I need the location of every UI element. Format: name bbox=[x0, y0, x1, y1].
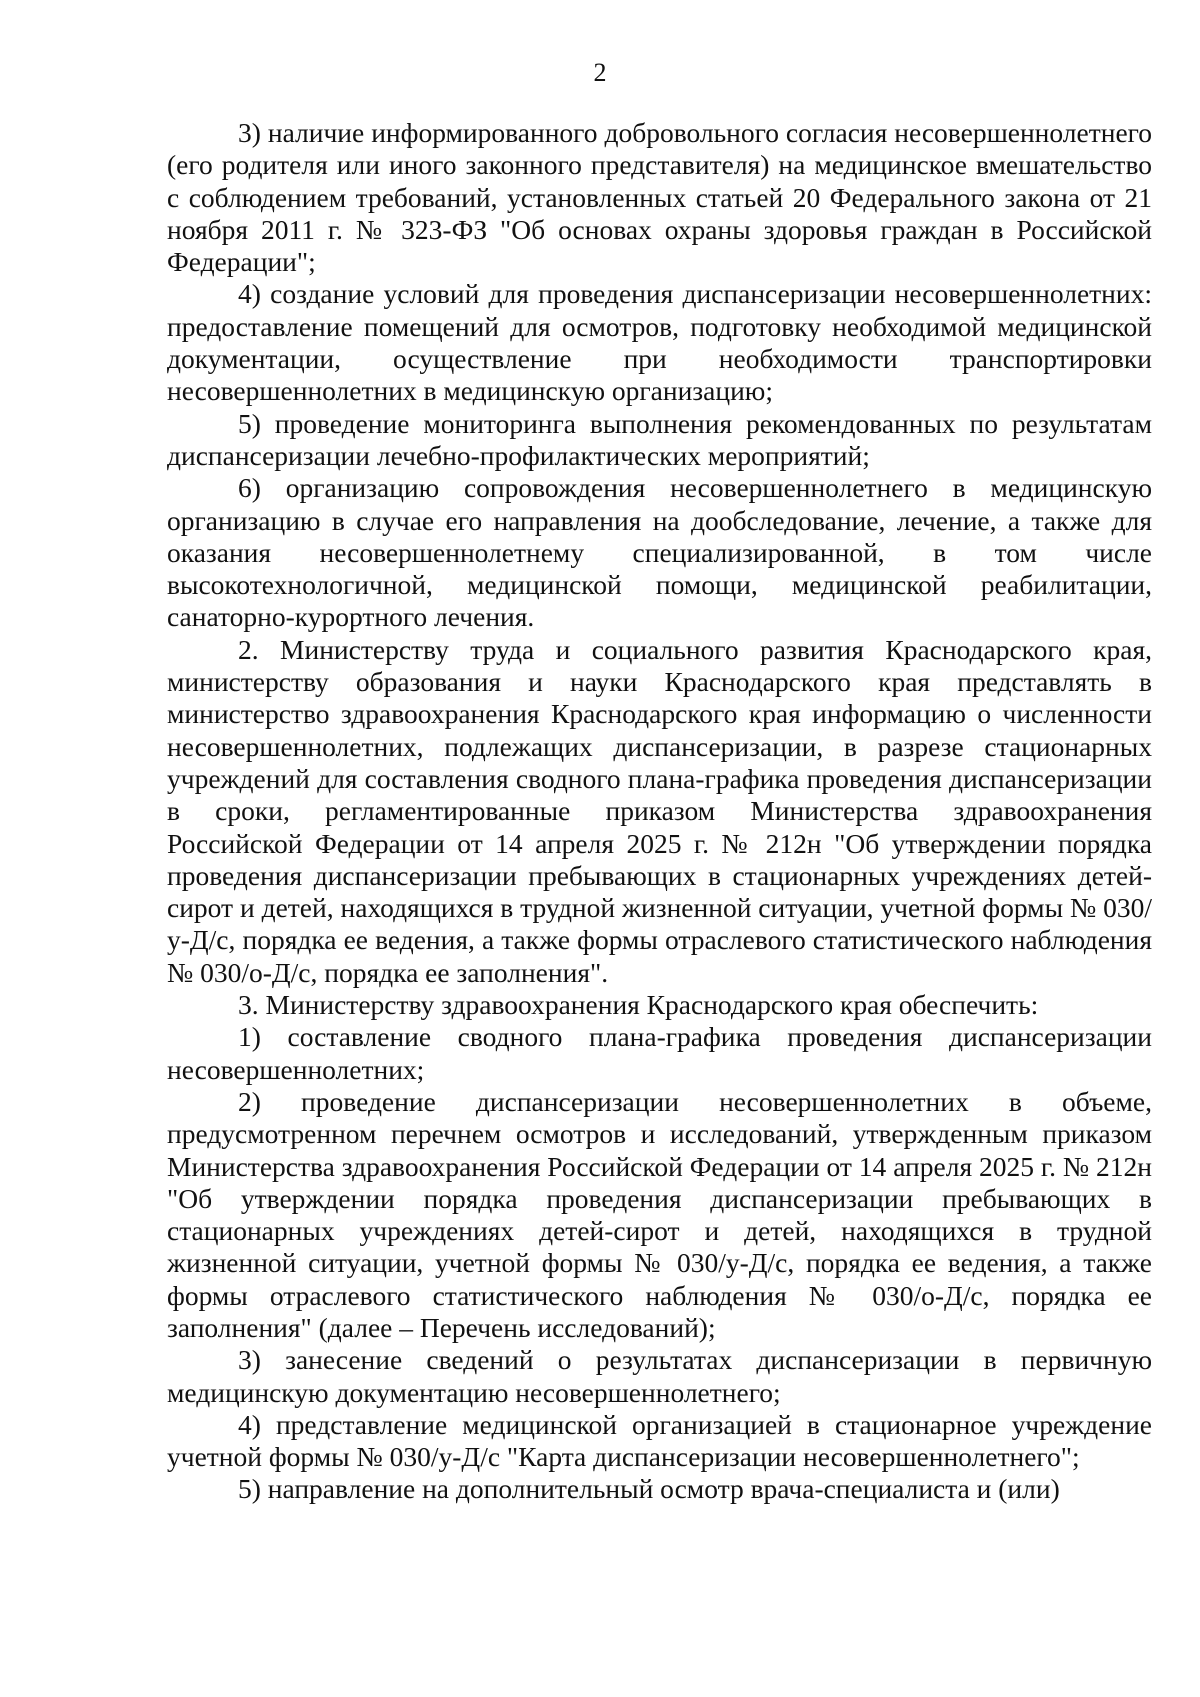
document-body bbox=[167, 117, 1152, 1506]
paragraph-section-3-item-4: 4) представление медицинской организацией в стационарное учреждение учетной формы № 030/у-Д/с "Карта диспансеризации несовершеннолетнего"; bbox=[167, 1408, 1152, 1473]
paragraph-item-4-conditions: 4) создание условий для проведения диспансеризации несовершеннолетних: предоставление помещений для осмотров, подготовку необходимой медицинской документации, осуществление при необходимости транспортировки несовершеннолетних в медицинскую организацию; bbox=[167, 278, 1152, 407]
paragraph-section-3-item-2: 2) проведение диспансеризации несовершеннолетних в объеме, предусмотренном перечнем осмотров и исследований, утвержденным приказом Министерства здравоохранения Российской Федерации от 14 апреля 2025 г. № 212н "Об утверждении порядка проведения диспансеризации пребывающих в стационарных учреждениях детей-сирот и детей, находящихся в трудной жизненной ситуации, учетной формы № 030/у-Д/с, порядка ее ведения, а также формы отраслевого статистического наблюдения № 030/о-Д/с, порядка ее заполнения" (далее – Перечень исследований); bbox=[167, 1085, 1152, 1343]
paragraph-item-6-escort: 6) организацию сопровождения несовершеннолетнего в медицинскую организацию в случае его направления на дообследование, лечение, а также для оказания несовершеннолетнему специализированной, в том числе высокотехнологичной, медицинской помощи, медицинской реабилитации, санаторно-курортного лечения. bbox=[167, 472, 1152, 633]
page-number: 2 bbox=[593, 58, 607, 87]
paragraph-section-3-item-3: 3) занесение сведений о результатах диспансеризации в первичную медицинскую документацию несовершеннолетнего; bbox=[167, 1344, 1152, 1408]
paragraph-item-5-monitoring: 5) проведение мониторинга выполнения рекомендованных по результатам диспансеризации лечебно-профилактических мероприятий; bbox=[167, 407, 1152, 471]
paragraph-item-3-consent: 3) наличие информированного добровольного согласия несовершеннолетнего (его родителя или иного законного представителя) на медицинское вмешательство с соблюдением требований, установленных статьей 20 Федерального закона от 21 ноября 2011 г. № 323-ФЗ "Об основах охраны здоровья граждан в Российской Федерации"; bbox=[167, 117, 1152, 278]
paragraph-section-3-item-1: 1) составление сводного плана-графика проведения диспансеризации несовершеннолетних; bbox=[167, 1021, 1152, 1085]
paragraph-section-3-heading: 3. Министерству здравоохранения Краснодарского края обеспечить: bbox=[238, 989, 1039, 1021]
paragraph-section-3-item-5: 5) направление на дополнительный осмотр врача-специалиста и (или) bbox=[238, 1473, 1060, 1505]
paragraph-section-2: 2. Министерству труда и социального развития Краснодарского края, министерству образования и науки Краснодарского края представлять в министерство здравоохранения Краснодарского края информацию о численности несовершеннолетних, подлежащих диспансеризации, в разрезе стационарных учреждений для составления сводного плана-графика проведения диспансеризации в сроки, регламентированные приказом Министерства здравоохранения Российской Федерации от 14 апреля 2025 г. № 212н "Об утверждении порядка проведения диспансеризации пребывающих в стационарных учреждениях детей-сирот и детей, находящихся в трудной жизненной ситуации, учетной формы № 030/у-Д/с, порядка ее ведения, а также формы отраслевого статистического наблюдения № 030/о-Д/с, порядка ее заполнения". bbox=[167, 633, 1152, 988]
